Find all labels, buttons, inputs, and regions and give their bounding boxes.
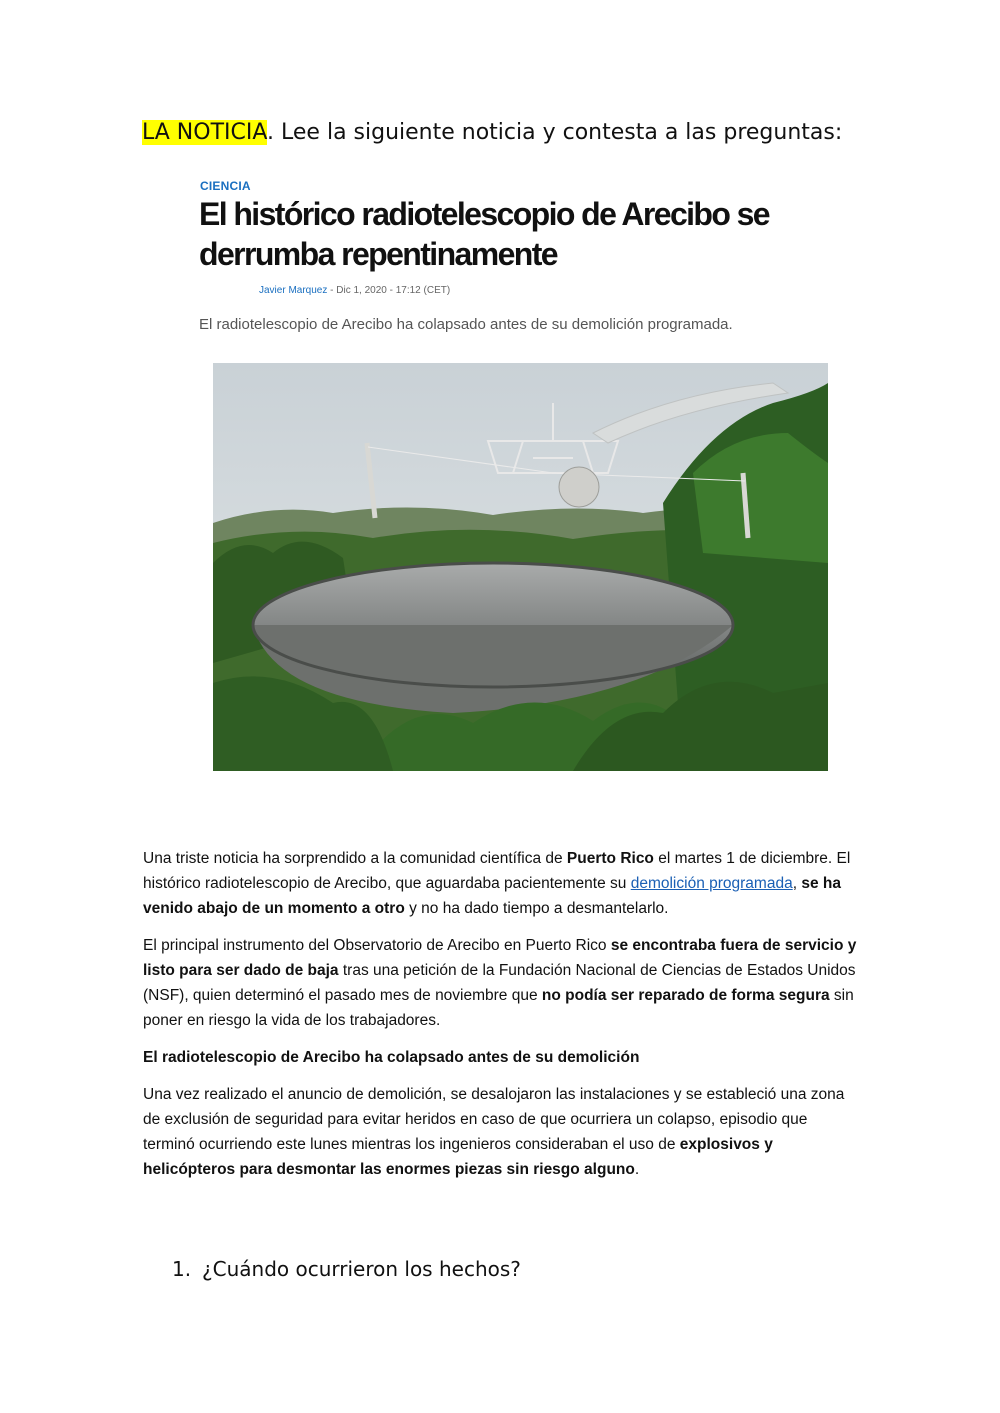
- category-label: CIENCIA: [200, 179, 251, 193]
- publish-date: - Dic 1, 2020 - 17:12 (CET): [327, 285, 451, 296]
- article-paragraph-1: Una triste noticia ha sorprendido a la comunidad científica de Puerto Rico el martes 1 de diciembre. El histórico radiotelescopio de Arecibo, que aguardaba pacientemente su demolición programada, se ha venido abajo de un momento a otro y no ha dado tiempo a desmantelarlo.: [143, 850, 851, 917]
- article-paragraph-3: Una vez realizado el anuncio de demolición, se desalojaron las instalaciones y se estableció una zona de exclusión de seguridad para evitar heridos en caso de que ocurriera un colapso, episodio que terminó ocurriendo este lunes mientras los ingenieros consideraban el uso de explosivos y helicópteros para desmontar las enormes piezas sin riesgo alguno.: [143, 1086, 845, 1178]
- arecibo-telescope-photo: [213, 363, 828, 771]
- article-headline: El histórico radiotelescopio de Arecibo se derrumba repentinamente: [199, 196, 770, 272]
- question-1: [172, 1257, 521, 1281]
- article-body: [143, 846, 863, 1194]
- question-number: 1.: [172, 1257, 192, 1281]
- demolicion-programada-link[interactable]: demolición programada: [630, 875, 793, 892]
- question-text: ¿Cuándo ocurrieron los hechos?: [202, 1257, 521, 1281]
- instruction-highlight: LA NOTICIA: [142, 120, 268, 145]
- article-subheading: El radiotelescopio de Arecibo ha colapsado antes de su demolición: [143, 1049, 640, 1066]
- instruction-text: . Lee la siguiente noticia y contesta a las preguntas:: [267, 120, 843, 145]
- worksheet-instruction: [142, 120, 842, 145]
- byline: [259, 285, 450, 296]
- article-standfirst: El radiotelescopio de Arecibo ha colapsado antes de su demolición programada.: [199, 316, 733, 333]
- article-paragraph-2: El principal instrumento del Observatorio de Arecibo en Puerto Rico se encontraba fuera de servicio y listo para ser dado de baja tras una petición de la Fundación Nacional de Ciencias de Estados Unidos (NSF), quien determinó el pasado mes de noviembre que no podía ser reparado de forma segura sin poner en riesgo la vida de los trabajadores.: [143, 937, 857, 1029]
- author-link[interactable]: Javier Marquez: [259, 285, 328, 296]
